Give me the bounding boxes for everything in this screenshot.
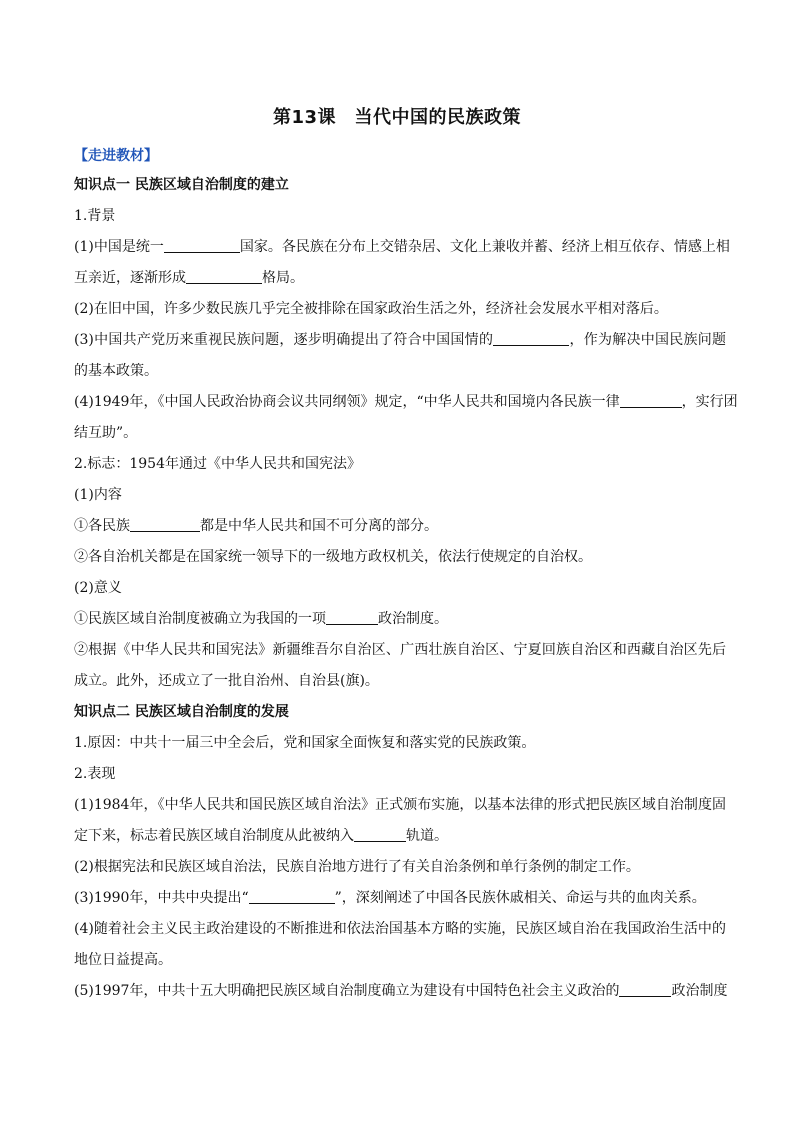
kp1-line-4: (4)1949年，《中国人民政治协商会议共同纲领》规定，“中华人民共和国境内各民族一律 ，实行团 (74, 394, 738, 410)
kp1-line-1: (1)中国是统一 国家。各民族在分布上交错杂居、文化上兼收并蓄、经济上相互依存、情感上相 (74, 239, 730, 255)
fill-blank[interactable] (493, 330, 569, 346)
reason-line: 1.原因：中共十一届三中全会后，党和国家全面恢复和落实党的民族政策。 (74, 735, 536, 751)
fill-blank[interactable] (130, 516, 200, 532)
kp2-line-5: (5)1997年，中共十五大明确把民族区域自治制度确立为建设有中国特色社会主义政治的 政治制度 (74, 983, 728, 999)
kp2-line-3: (3)1990年，中共中央提出“ ”，深刻阐述了中国各民族休戚相关、命运与共的血肉关系。 (74, 890, 706, 906)
kp1-line-1-cont: 互亲近，逐渐形成 格局。 (74, 270, 304, 286)
fill-blank[interactable] (186, 268, 262, 284)
background-heading: 1.背景 (74, 208, 116, 224)
fill-blank[interactable] (354, 826, 406, 842)
kp1-line-3-cont: 的基本政策。 (74, 363, 158, 379)
significance-item-2-cont: 成立。此外，还成立了一批自治州、自治县(旗)。 (74, 673, 379, 689)
section-tag: 【走进教材】 (74, 148, 158, 164)
kp1-line-4-cont: 结互助”。 (74, 425, 138, 441)
kp2-line-2: (2)根据宪法和民族区域自治法，民族自治地方进行了有关自治条例和单行条例的制定工作。 (74, 859, 640, 875)
kp2-line-4-cont: 地位日益提高。 (74, 952, 172, 968)
fill-blank[interactable] (249, 888, 335, 904)
fill-blank[interactable] (620, 392, 682, 408)
fill-blank[interactable] (619, 981, 671, 997)
content-item-1: ①各民族 都是中华人民共和国不可分离的部分。 (74, 518, 438, 534)
fill-blank[interactable] (326, 609, 378, 625)
lesson-content (74, 143, 738, 1007)
mark-heading: 2.标志：1954年通过《中华人民共和国宪法》 (74, 456, 361, 472)
kp2-line-1-cont: 定下来，标志着民族区域自治制度从此被纳入 轨道。 (74, 828, 448, 844)
knowledge-point-1-heading: 知识点一 民族区域自治制度的建立 (74, 177, 289, 193)
content-item-2: ②各自治机关都是在国家统一领导下的一级地方政权机关，依法行使规定的自治权。 (74, 549, 592, 565)
performance-heading: 2.表现 (74, 766, 116, 782)
fill-blank[interactable] (164, 237, 240, 253)
kp1-line-2: (2)在旧中国，许多少数民族几乎完全被排除在国家政治生活之外，经济社会发展水平相对落后。 (74, 301, 668, 317)
significance-item-1: ①民族区域自治制度被确立为我国的一项 政治制度。 (74, 611, 448, 627)
kp1-line-3: (3)中国共产党历来重视民族问题，逐步明确提出了符合中国国情的 ，作为解决中国民族问题 (74, 332, 726, 348)
page-title: 第13课 当代中国的民族政策 (272, 107, 522, 128)
content-heading: (1)内容 (74, 487, 122, 503)
significance-heading: (2)意义 (74, 580, 122, 596)
knowledge-point-2-heading: 知识点二 民族区域自治制度的发展 (74, 704, 289, 720)
kp2-line-1: (1)1984年，《中华人民共和国民族区域自治法》正式颁布实施，以基本法律的形式把民族区域自治制度固 (74, 797, 726, 813)
kp2-line-4: (4)随着社会主义民主政治建设的不断推进和依法治国基本方略的实施，民族区域自治在我国政治生活中的 (74, 921, 726, 937)
significance-item-2: ②根据《中华人民共和国宪法》新疆维吾尔自治区、广西壮族自治区、宁夏回族自治区和西藏自治区先后 (74, 642, 726, 658)
